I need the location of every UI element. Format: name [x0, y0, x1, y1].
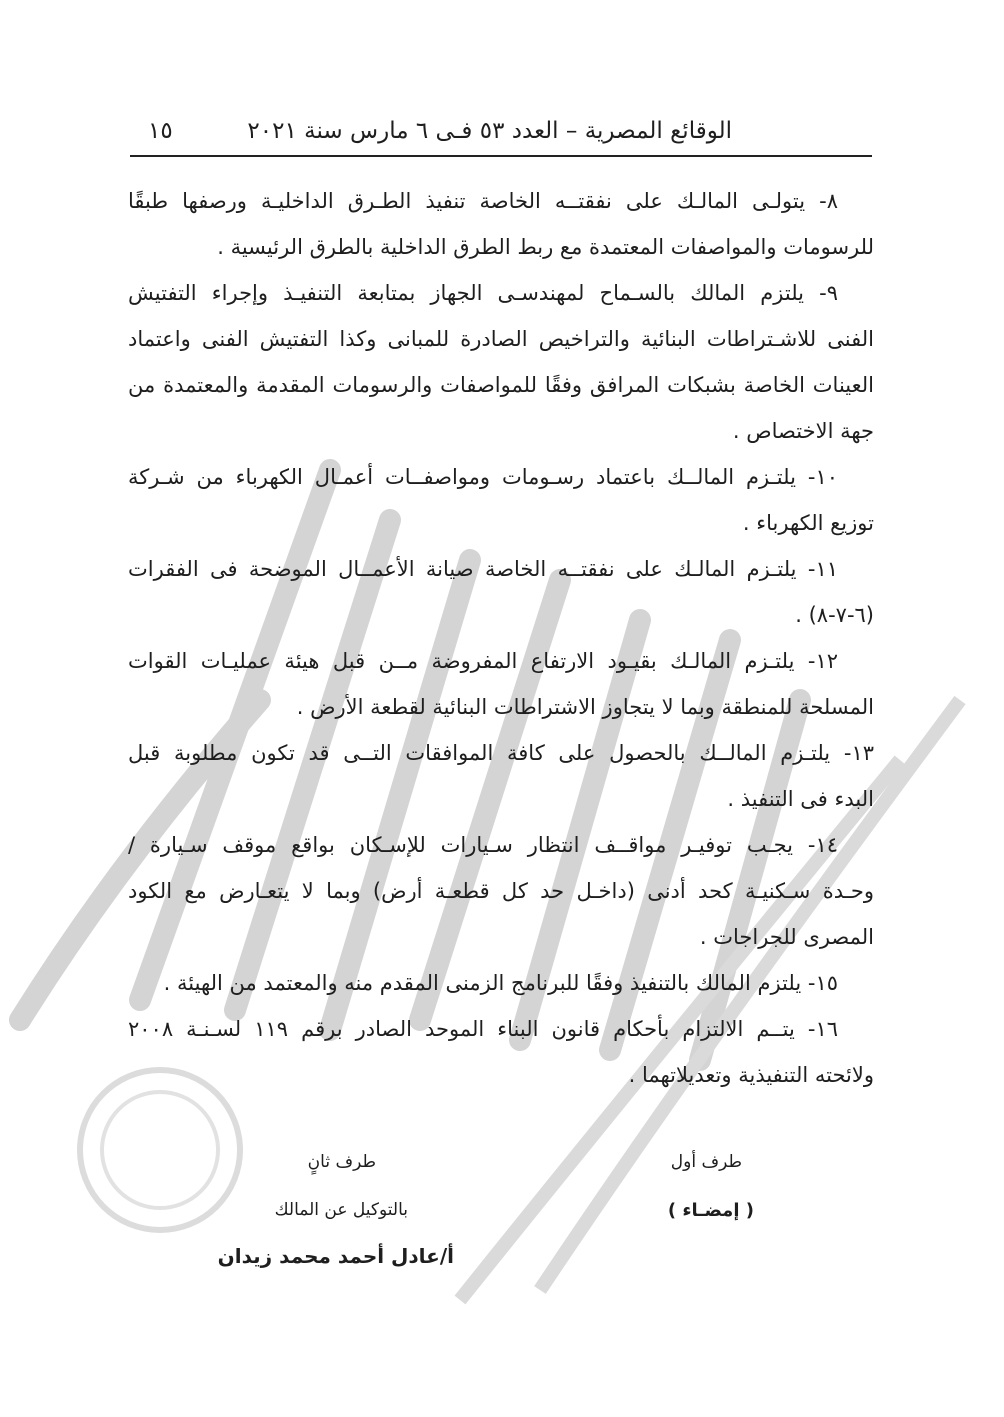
clause-8-line-2: للرسومات والمواصفات المعتمدة مع ربط الطرق الداخلية بالطرق الرئيسية .	[217, 235, 874, 259]
clause-11-line-2: (٦-٧-٨) .	[795, 603, 874, 627]
header-rule	[130, 155, 872, 157]
clause-16-line-1: ١٦- يتــم الالتزام بأحكام قانون البناء الموحد الصادر برقم ١١٩ لسـنـة ٢٠٠٨	[128, 1017, 838, 1041]
page-number: ١٥	[148, 118, 173, 144]
party-two-label: طرف ثانٍ	[307, 1152, 376, 1172]
clause-12-line-1: ١٢- يلتـزم المالـك بقيـود الارتفاع المفروضة مــن قبل هيئة عمليـات القوات	[128, 649, 838, 673]
party-one-label: طرف أول	[670, 1152, 742, 1172]
clause-15-line-1: ١٥- يلتزم المالك بالتنفيذ وفقًا للبرنامج الزمنى المقدم منه والمعتمد من الهيئة .	[163, 971, 838, 995]
clause-9-line-2: الفنى للاشـتراطات البنائية والتراخيص الصادرة للمبانى وكذا التفتيش الفنى واعتماد	[128, 327, 874, 351]
clause-9-line-3: العينات الخاصة بشبكات المرافق وفقًا للمواصفات والرسومات المقدمة والمعتمدة من	[128, 373, 874, 397]
clause-10-line-2: توزيع الكهرباء .	[742, 511, 874, 535]
clause-11-line-1: ١١- يلتـزم المالـك على نفقتــه الخاصة صيانة الأعمــال الموضحة فى الفقرات	[128, 557, 838, 581]
clause-13-line-2: البدء فى التنفيذ .	[727, 787, 874, 811]
clause-12-line-2: المسلحة للمنطقة وبما لا يتجاوز الاشتراطات البنائية لقطعة الأرض .	[296, 695, 874, 719]
clause-14-line-3: المصرى للجراجات .	[699, 925, 874, 949]
clauses-body	[128, 178, 874, 1098]
clause-16-line-2: ولائحته التنفيذية وتعديلاتهما .	[628, 1063, 874, 1087]
clause-8-line-1: ٨- يتولـى المالـك على نفقتــه الخاصة تنفيذ الطـرق الداخليـة ورصفها طبقًا	[128, 189, 838, 213]
clause-13-line-1: ١٣- يلتـزم المالــك بالحصول على كافة الموافقات التــى قد تكون مطلوبة قبل	[128, 741, 874, 765]
party-one-signature: ( إمضـاء )	[667, 1200, 754, 1221]
clause-9-line-4: جهة الاختصاص .	[732, 419, 874, 443]
party-two-name: أ/عادل أحمد محمد زيدان	[217, 1244, 454, 1268]
page-header	[130, 112, 872, 160]
clause-14-line-2: وحـدة سـكنيـة كحد أدنى (داخـل حد كل قطعـة أرض) وبما لا يتعـارض مع الكود	[128, 879, 874, 903]
clause-9-line-1: ٩- يلتزم المالك بالسـماح لمهندسـى الجهاز بمتابعة التنفيـذ وإجراء التفتيش	[128, 281, 838, 305]
clause-10-line-1: ١٠- يلتـزم المالــك باعتماد رسـومات ومواصفــات أعمـال الكهرباء من شـركة	[128, 465, 838, 489]
gazette-title: الوقائع المصرية – العدد ٥٣ فـى ٦ مارس سنة ٢٠٢١	[247, 118, 732, 144]
clause-14-line-1: ١٤- يجـب توفيـر مواقــف انتظار سـيارات للإسـكان بواقع موقف سـيارة /	[128, 833, 838, 857]
party-two-role: بالتوكيل عن المالك	[274, 1200, 408, 1220]
